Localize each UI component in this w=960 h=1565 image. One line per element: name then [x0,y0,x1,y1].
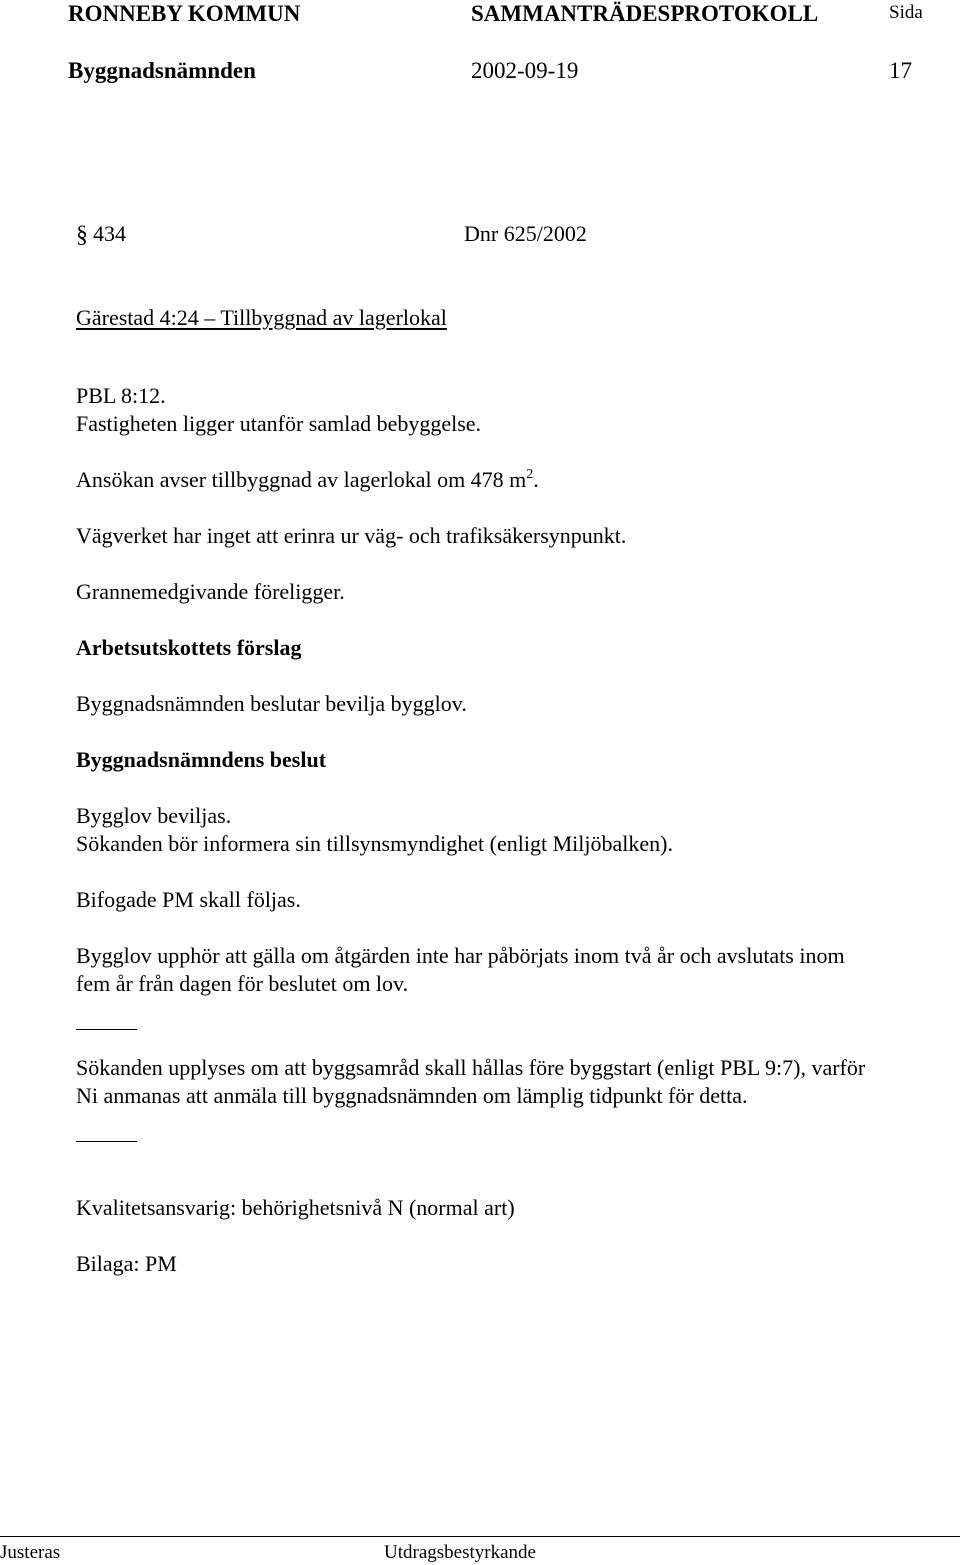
section-symbol: § [76,222,88,248]
meeting-date: 2002-09-19 [471,58,579,83]
consultation-line-2: Ni anmanas att anmäla till byggnadsnämnden om lämplig tidpunkt för detta. [76,1083,748,1108]
decision-line-1: Bygglov beviljas. [76,803,232,828]
consultation-line-1: Sökanden upplyses om att byggsamråd skall hållas före byggstart (enligt PBL 9:7), varför [76,1055,866,1080]
page-number: 17 [889,58,912,83]
quality-responsible: Kvalitetsansvarig: behörighetsnivå N (normal art) [76,1195,515,1220]
law-reference: PBL 8:12. [76,383,166,408]
proposal-text: Byggnadsnämnden beslutar bevilja bygglov. [76,691,467,716]
attached-pm-note: Bifogade PM skall följas. [76,887,301,912]
location-note: Fastigheten ligger utanför samlad bebyggelse. [76,411,482,436]
decision-heading: Byggnadsnämndens beslut [76,747,327,772]
attachment-note: Bilaga: PM [76,1251,177,1276]
unit-superscript: 2 [526,467,534,482]
validity-line-1: Bygglov upphör att gälla om åtgärden inte har påbörjats inom två år och avslutats inom [76,943,845,968]
separator-rule-1 [76,1029,137,1030]
footer-certified-extract-label: Utdragsbestyrkande [384,1542,536,1563]
application-line [76,469,539,491]
separator-rule-2 [76,1141,137,1142]
footer-justeras-label: Justeras [0,1542,61,1563]
decision-line-2: Sökanden bör informera sin tillsynsmyndighet (enligt Miljöbalken). [76,831,673,856]
footer-rule [0,1536,960,1537]
application-suffix: . [533,467,539,492]
protocol-title: SAMMANTRÄDESPROTOKOLL [471,1,819,26]
dnr-number: Dnr 625/2002 [464,221,587,246]
committee-name: Byggnadsnämnden [68,58,256,83]
road-authority-statement: Vägverket har inget att erinra ur väg- och trafiksäkersynpunkt. [76,523,627,548]
proposal-heading: Arbetsutskottets förslag [76,635,302,660]
municipality-name: RONNEBY KOMMUN [68,1,301,26]
neighbour-consent: Grannemedgivande föreligger. [76,579,345,604]
application-text: Ansökan avser tillbyggnad av lagerlokal om 478 m [76,467,527,492]
page-label: Sida [889,2,923,23]
case-title: Gärestad 4:24 – Tillbyggnad av lagerlokal [76,305,447,330]
paragraph-number: 434 [93,221,126,246]
validity-line-2: fem år från dagen för beslutet om lov. [76,971,409,996]
